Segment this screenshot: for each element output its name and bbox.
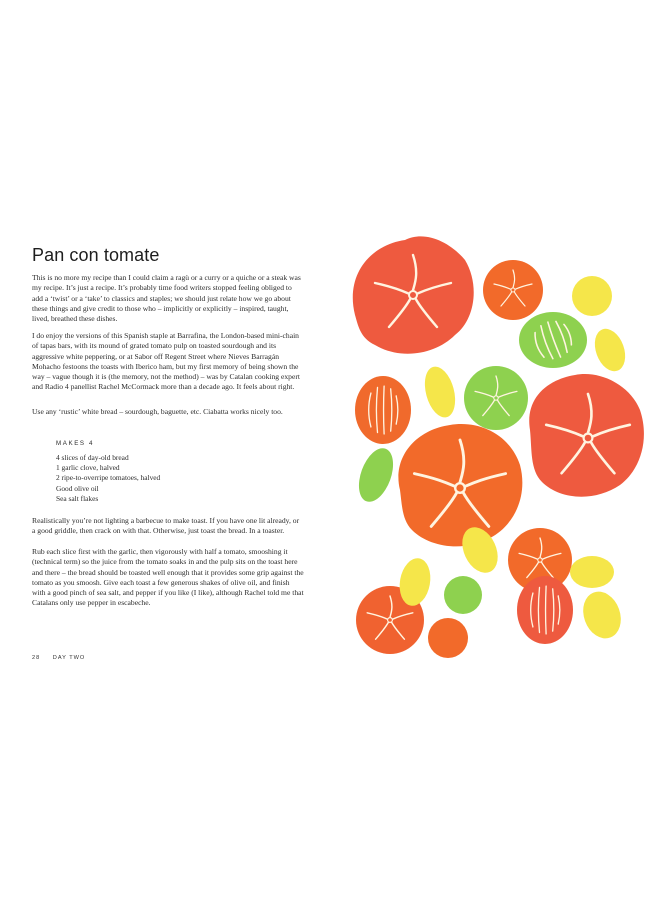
green-tomato-ribbed [519, 312, 587, 368]
makes-label: MAKES 4 [56, 440, 95, 447]
section-name: DAY TWO [52, 655, 86, 661]
ingredient-item: 1 garlic clove, halved [56, 463, 120, 473]
large-tomato-right [529, 374, 644, 497]
recipe-title: Pan con tomate [32, 245, 160, 265]
bread-note-paragraph: Use any ‘rustic’ white bread – sourdough, baguette, etc. Ciabatta works nicely too. [32, 407, 283, 416]
ingredient-item: Sea salt flakes [56, 493, 99, 503]
orange-tomato-top-right [483, 260, 543, 320]
red-tomato-small [428, 618, 468, 658]
ingredient-item: 2 ripe-to-overripe tomatoes, halved [56, 473, 161, 483]
red-tomato-bottom-right [517, 576, 573, 644]
yellow-tomato-bottom-right [570, 556, 614, 588]
memory-paragraph: I do enjoy the versions of this Spanish staple at Barrafina, the London-based mini-chain of tapas bars, with its mound of grated tomato pulp on toasted sourdough and its aggressive white peppering, or at Sabor off Regent Street where Nieves Barragán Mohacho festoons the toasts with Iberico ham, but my first memory of being shown the way – vague though it is (the memory, not the method) – was by Catalan cooking expert and Radio 4 panellist Rachel McCormack more than a decade ago. It feels about right. [32, 331, 300, 392]
green-tomato-bottom [444, 576, 482, 614]
intro-paragraph: This is no more my recipe than I could claim a ragù or a curry or a quiche or a steak was my recipe. It’s just a recipe. It’s probably time food writers stopped feeling obliged to add a ‘twist’ or a ‘take’ to classics and staples; we should just relate how we go about these things and give credit to those who – implicitly or explicitly – inspired, taught, lived, breathed these dishes. [32, 273, 301, 324]
yellow-tomato-far-right [577, 586, 627, 643]
ingredients-block [56, 440, 296, 504]
ingredient-list [56, 453, 296, 504]
toast-paragraph: Realistically you’re not lighting a barbecue to make toast. If you have one lit already, or a good griddle, then crack on with that. Otherwise, just toast the bread. In a toaster. [32, 516, 300, 536]
ingredient-item: Good olive oil [56, 483, 99, 493]
orange-tomato-left [355, 376, 411, 444]
ingredient-item: 4 slices of day-old bread [56, 453, 129, 462]
green-tomato-small [352, 444, 399, 507]
page-footer [32, 655, 95, 661]
tomato-illustration [330, 220, 660, 680]
green-tomato-middle [464, 366, 528, 430]
yellow-tomato-right [589, 325, 630, 376]
large-tomato-center [398, 424, 522, 546]
yellow-tomato-top [572, 276, 612, 316]
page-number: 28 [32, 655, 41, 661]
yellow-tomato-mid [420, 363, 461, 420]
large-tomato-top [353, 236, 474, 353]
method-paragraph: Rub each slice first with the garlic, then vigorously with half a tomato, smooshing it (technical term) so the juice from the tomato soaks in and the pulp sits on the toast here and there – the bread should be toasted well enough that it provides some grip against the tomato as you smoosh. Give each toast a few generous shakes of olive oil, and finish with a good pinch of sea salt, and pepper if you like (I like), although Rachel told me that Catalans only use pepper in escabeche. [32, 547, 304, 608]
